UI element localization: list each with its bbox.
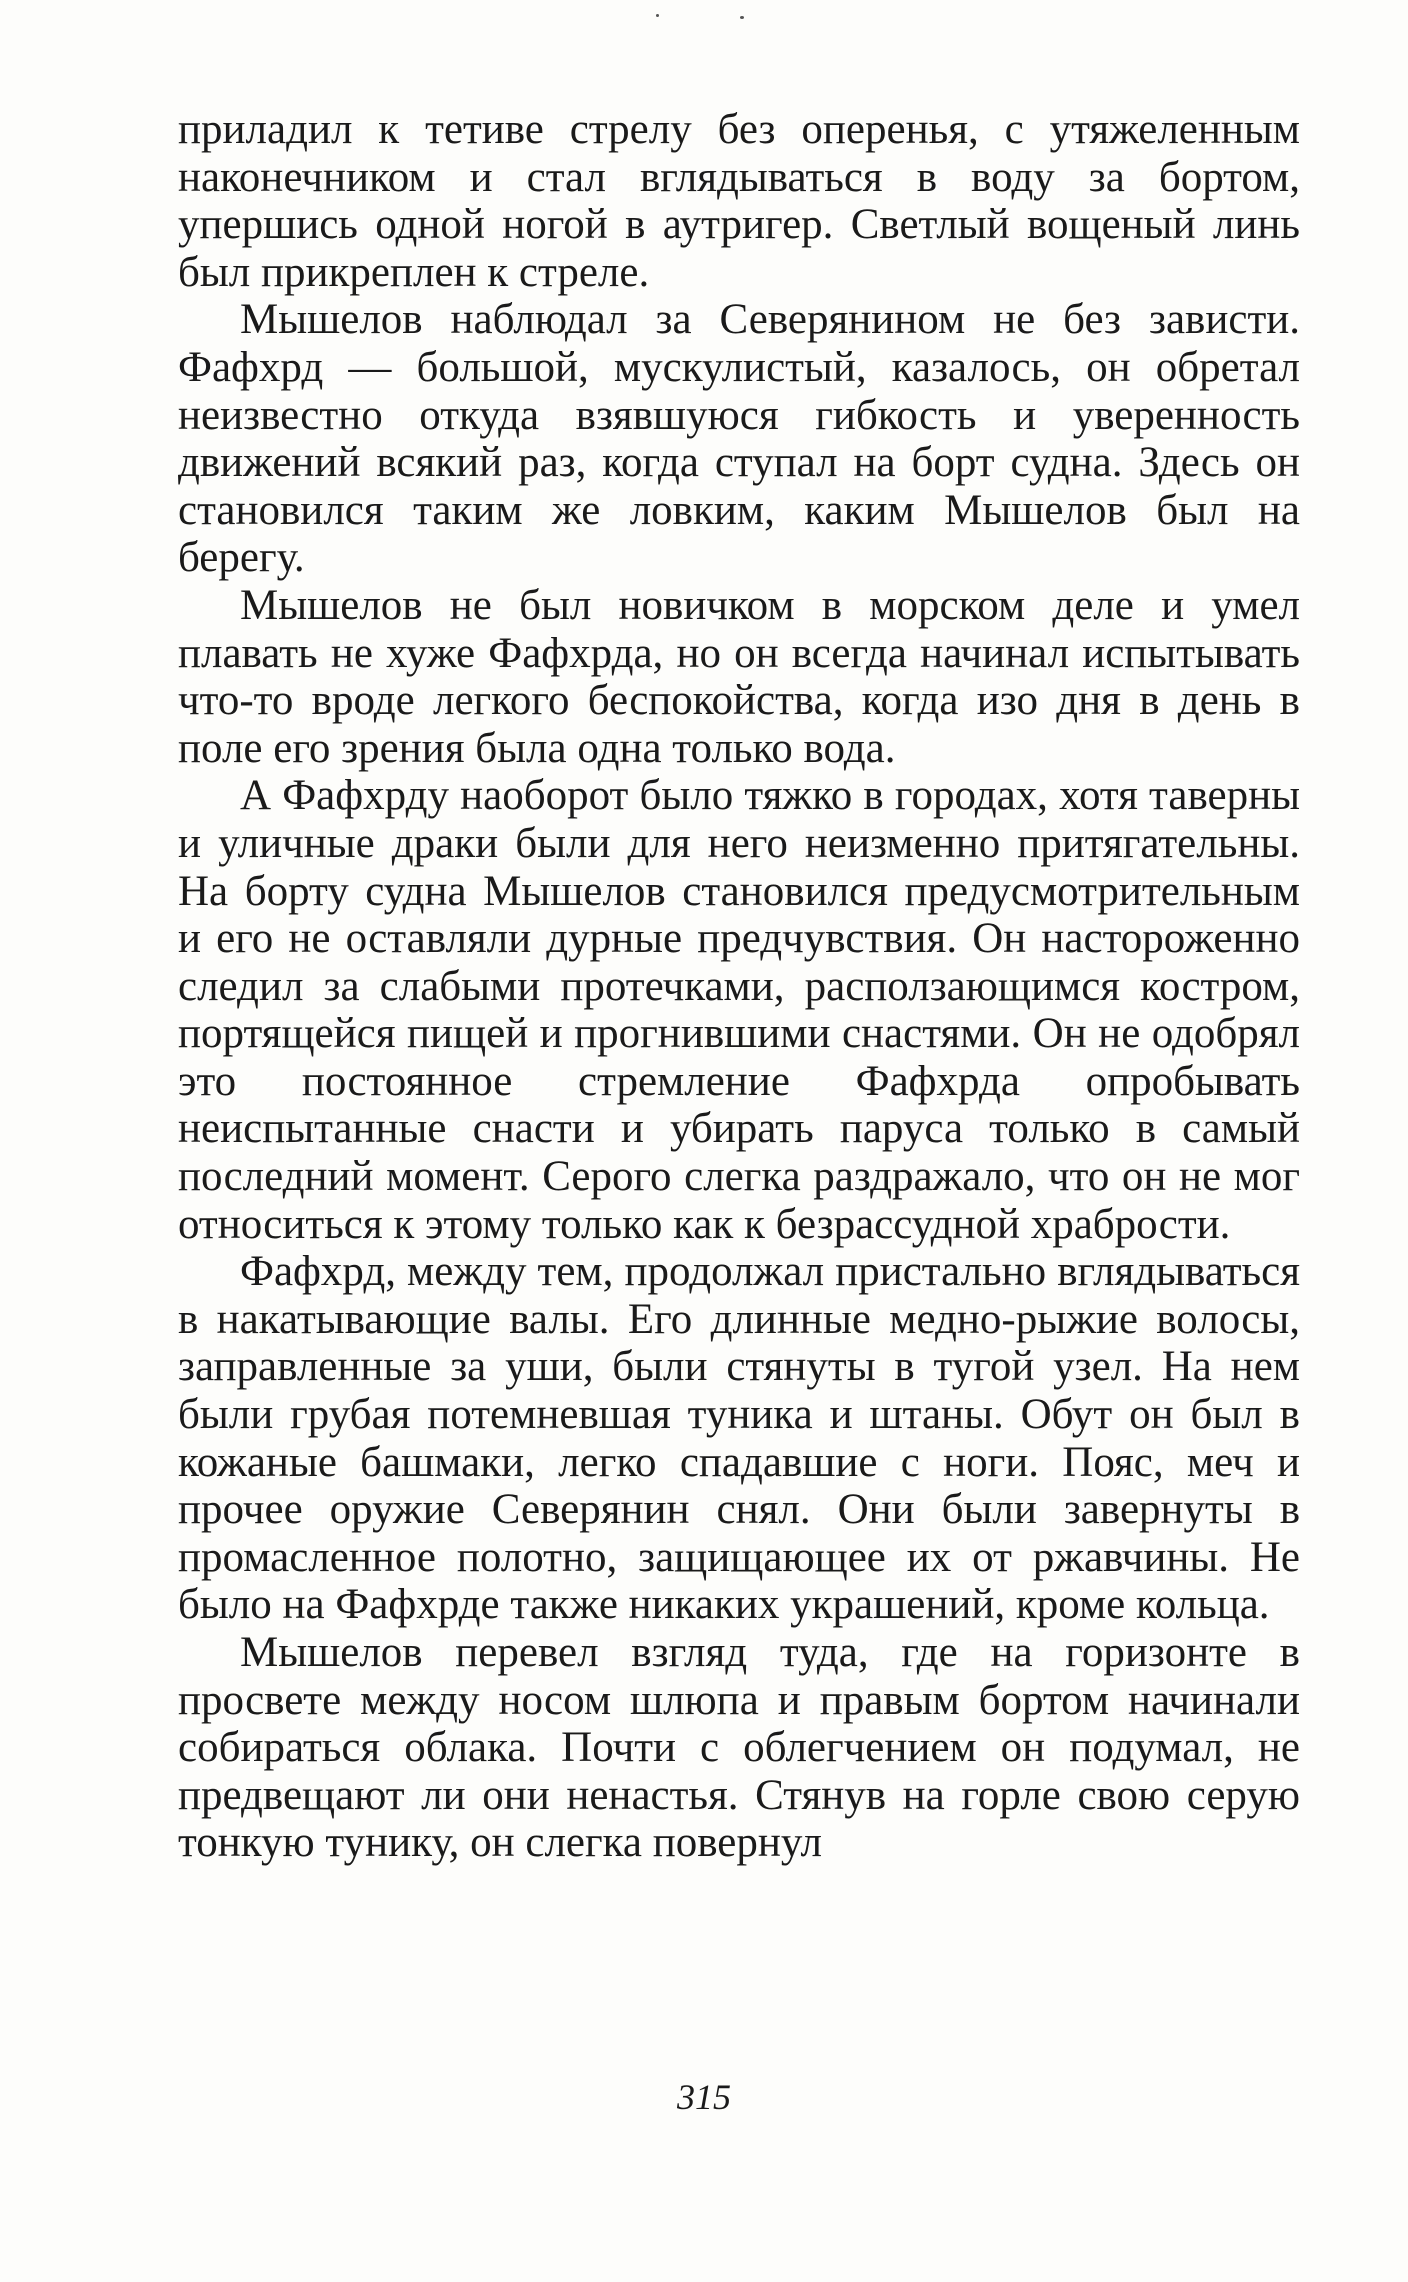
paragraph: Мышелов не был новичком в морском деле и умел плавать не хуже Фафхрда, но он всегда начинал испытывать что-то вроде легкого беспокойства, когда изо дня в день в поле его зрения была одна только вода.: [178, 581, 1300, 772]
paragraph: Фафхрд, между тем, продолжал пристально вглядываться в накатывающие валы. Его длинные медно-рыжие волосы, заправленные за уши, были стянуты в тугой узел. На нем были грубая потемневшая туника и штаны. Обут он был в кожаные башмаки, легко спадавшие с ноги. Пояс, меч и прочее оружие Северянин снял. Они были завернуты в промасленное полотно, защищающее их от ржавчины. Не было на Фафхрде также никаких украшений, кроме кольца.: [178, 1248, 1300, 1629]
page-number: 315: [677, 2077, 731, 2117]
ink-speck: [740, 16, 744, 19]
body-text: [178, 106, 1300, 1867]
ink-speck: [656, 14, 659, 17]
paragraph: приладил к тетиве стрелу без оперенья, с утяжеленным наконечником и стал вглядываться в воду за бортом, упершись одной ногой в аутригер. Светлый вощеный линь был прикреплен к стреле.: [178, 106, 1300, 296]
paragraph: Мышелов перевел взгляд туда, где на горизонте в просвете между носом шлюпа и правым бортом начинали собираться облака. Почти с облегчением он подумал, не предвещают ли они ненастья. Стянув на горле свою серую тонкую тунику, он слегка повернул: [178, 1629, 1300, 1867]
paragraph: Мышелов наблюдал за Северянином не без зависти. Фафхрд — большой, мускулистый, казалось, он обретал неизвестно откуда взявшуюся гибкость и уверенность движений всякий раз, когда ступал на борт судна. Здесь он становился таким же ловким, каким Мышелов был на берегу.: [178, 296, 1300, 582]
paragraph: А Фафхрду наоборот было тяжко в городах, хотя таверны и уличные драки были для него неизменно притягательны. На борту судна Мышелов становился предусмотрительным и его не оставляли дурные предчувствия. Он настороженно следил за слабыми протечками, расползающимся костром, портящейся пищей и прогнившими снастями. Он не одобрял это постоянное стремление Фафхрда опробывать неиспытанные снасти и убирать паруса только в самый последний момент. Серого слегка раздражало, что он не мог относиться к этому только как к безрассудной храбрости.: [178, 772, 1300, 1248]
